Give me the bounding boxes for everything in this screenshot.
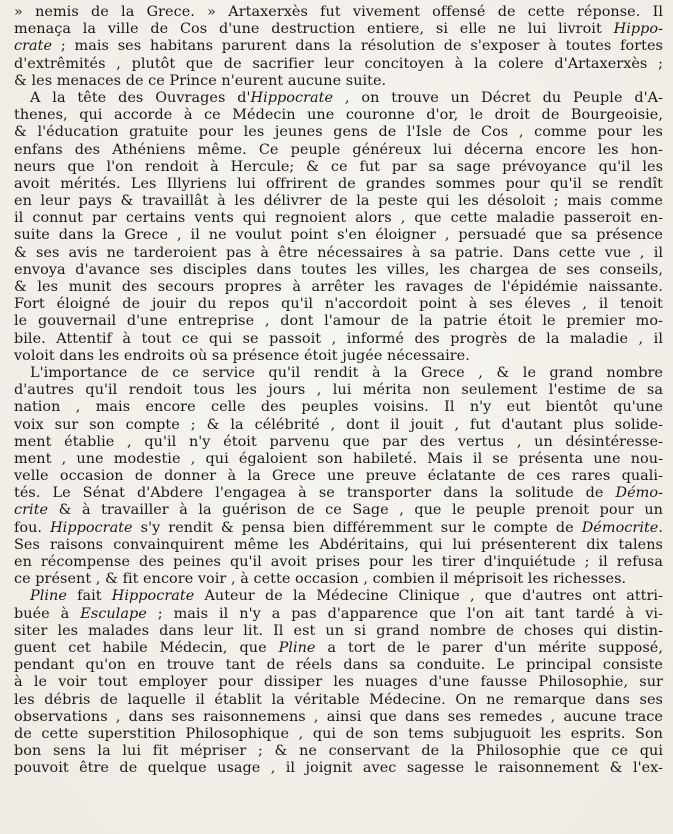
italic-name: Pline	[278, 639, 316, 656]
text-line: bon sens la lui fit mépriser ; & ne conservant de la Philosophie que ce qui	[14, 743, 663, 760]
text-line: avoit mérités. Les Illyriens lui offrirent de grandes sommes pour qu'il se rendît	[14, 175, 663, 192]
text-line: pendant qu'on en trouve tant de réels dans sa conduite. Le principal consiste	[14, 657, 663, 674]
text-line: d'autres qu'il rendoit tous les jours , lui mérita non seulement l'estime de sa	[14, 382, 663, 399]
text-line: nation , mais encore celle des peuples voisins. Il n'y eut bientôt qu'une	[14, 399, 663, 416]
text-line: observations , dans ses raisonnemens , ainsi que dans ses remedes , aucune trace	[14, 708, 663, 725]
text-line: suite dans la Grece , il ne voulut point s'en éloigner , persuadé que sa présence	[14, 227, 663, 244]
text-line: le gouvernail d'une entreprise , dont l'amour de la patrie étoit le premier mo-	[14, 313, 663, 330]
text-line: & l'éducation gratuite pour les jeunes gens de l'Isle de Cos , comme pour les	[14, 124, 663, 141]
text-line: Fort éloigné de jouir du repos qu'il n'accordoit point à ses éleves , il tenoit	[14, 296, 663, 313]
paragraph	[14, 365, 663, 588]
text-line: thenes, qui accorde à ce Médecin une couronne d'or, le droit de Bourgeoisie,	[14, 107, 663, 124]
text-segment: ; mais il n'y a pas d'apparence que l'on ait tant tardé à vi-	[146, 605, 663, 622]
text-segment: fait	[66, 588, 112, 605]
text-line: ment , une modestie , qui égaloient son habileté. Mais il se présenta une nou-	[14, 450, 663, 467]
text-line	[14, 502, 663, 519]
text-segment: tés. Le Sénat d'Abdere l'engagea à se transporter dans la solitude de	[14, 485, 616, 502]
text-line	[14, 485, 663, 502]
text-line: en récompense des peines qu'il avoit prises pour les tirer d'inquiétude ; il refusa	[14, 554, 663, 570]
text-segment: a tort de le parer d'un mérite supposé,	[315, 639, 663, 656]
text-line	[14, 640, 663, 657]
italic-name: Démo-	[615, 485, 663, 502]
text-line: & les menaces de ce Prince n'eurent aucune suite.	[14, 72, 387, 89]
text-segment: Auteur de la Médecine Clinique , que d'autres ont attri-	[194, 588, 663, 605]
text-line: les débris de laquelle il établit la véritable Médecine. On ne remarque dans ses	[14, 691, 663, 708]
italic-name: Démocrite.	[581, 519, 663, 536]
text-line: siter les malades dans leur lit. Il est un si grand nombre de choses qui distin-	[14, 622, 663, 639]
text-line	[14, 606, 663, 623]
italic-name: crite	[14, 502, 49, 519]
italic-name: Esculape	[80, 605, 147, 622]
text-line: & ses avis ne tarderoient pas à être nécessaires à sa patrie. Dans cette vue , il	[14, 244, 663, 261]
text-line: d'extrêmités , plutôt que de sacrifier leur concitoyen à la colere d'Artaxerxès ;	[14, 55, 663, 72]
text-line	[14, 520, 663, 537]
text-line: ment établie , qu'il n'y étoit parvenu que par des vertus , un désintéresse-	[14, 433, 663, 450]
text-line: à le voir tout employer pour dissiper les nuages d'une fausse Philosophie, sur	[14, 674, 663, 691]
text-segment: , on trouve un Décret du Peuple d'A-	[333, 89, 663, 106]
text-segment: menaça la ville de Cos d'une destruction entiere, si elle ne lui livroit	[14, 21, 614, 38]
text-line: enfans des Athéniens même. Ce peuple généreux lui décerna encore les hon-	[14, 141, 663, 158]
italic-name: Hippocrate	[111, 588, 195, 605]
text-line: » nemis de la Grece. » Artaxerxès fut vivement offensé de cette réponse. Il	[14, 4, 663, 20]
text-segment: guent cet habile Médecin, que	[14, 639, 279, 656]
text-line: de cette superstition Philosophique , qui de son tems subjuguoit les esprits. Son	[14, 725, 663, 742]
paragraph	[14, 90, 663, 365]
text-line: pouvoit être de quelque usage , il joignit avec sagesse le raisonnement & l'ex-	[14, 760, 663, 777]
text-line: ce présent , & fit encore voir , à cette occasion , combien il méprisoit les richesses.	[14, 571, 627, 588]
text-line: L'importance de ce service qu'il rendit à la Grece , & le grand nombre	[30, 364, 663, 381]
text-line: Ses raisons convainquirent même les Abdéritains, qui lui présenterent dix talens	[14, 536, 663, 553]
text-segment: buée à	[14, 605, 81, 622]
text-line: il connut par certains vents qui regnoient alors , que cette maladie passeroit en-	[14, 210, 663, 227]
text-line: voix sur son compte ; & la célébrité , dont il jouit , fut d'autant plus solide-	[14, 416, 663, 433]
text-segment: & à travailler à la guérison de ce Sage , que le peuple prenoit pour un	[48, 502, 663, 519]
text-segment: A la tête des Ouvrages d'	[30, 89, 251, 106]
paragraph	[14, 588, 663, 777]
text-line: velle occasion de donner à la Grece une preuve éclatante de ces rares quali-	[14, 468, 663, 485]
text-segment: ; mais ses habitans parurent dans la résolution de s'exposer à toutes fortes	[52, 38, 663, 55]
text-line	[14, 21, 663, 38]
text-line	[14, 38, 663, 55]
paragraph	[14, 4, 663, 90]
text-segment: fou.	[14, 519, 51, 536]
text-line: bile. Attentif à tout ce qui se passoit , informé des progrès de la maladie , il	[14, 330, 663, 347]
text-line	[14, 588, 663, 605]
text-line	[14, 90, 663, 107]
text-line: en leur pays & travaillât à les délivrer de la peste qui les désoloit ; mais comme	[14, 193, 663, 210]
text-line: & les munit des secours propres à arrêter les ravages de l'épidémie naissante.	[14, 279, 663, 295]
text-line: voloit dans les endroits où sa présence étoit jugée nécessaire.	[14, 347, 470, 364]
italic-name: Hippocrate	[50, 519, 133, 536]
italic-name: Hippo-	[613, 21, 663, 38]
text-line: envoya d'avance ses disciples dans toutes les villes, les chargea de ses conseils,	[14, 261, 663, 278]
text-segment: s'y rendit & pensa bien différemment sur le compte de	[132, 519, 582, 536]
italic-name: Hippocrate	[250, 89, 334, 106]
italic-name: crate	[14, 38, 53, 55]
italic-name: Pline	[30, 588, 67, 605]
text-line: neurs que l'on rendoit à Hercule; & ce fut par sa sage prévoyance qu'il les	[14, 158, 663, 175]
